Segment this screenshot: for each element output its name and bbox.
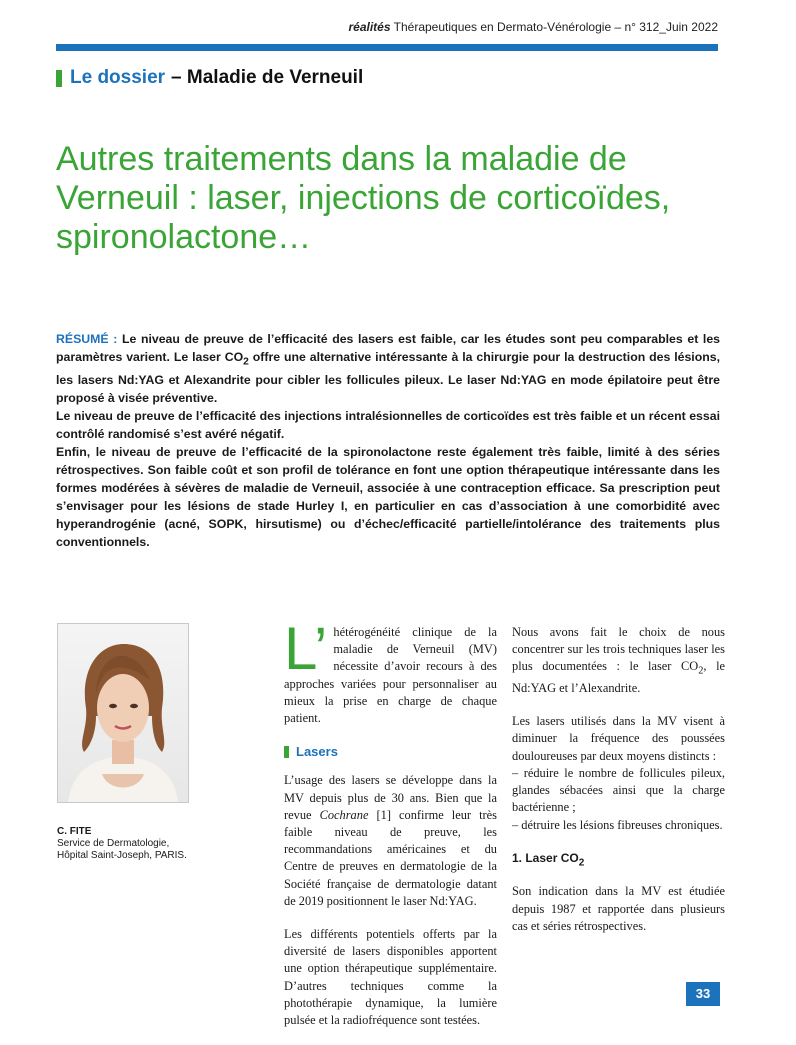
- abstract-paragraph: Enfin, le niveau de preuve de l’efficacité de la spironolactone reste également très faible, limité à des séries rétrospectives. Son faible coût et son profil de tolérance en font une option thérapeutique intéressante dans les formes modérées à sévères de maladie de Verneuil, associée à une contraception efficace. Sa prescription peut s’envisager pour les lésions de stade Hurley I, en particulier en cas d’association à une comorbidité avec hyperandrogénie (acné, SOPK, hirsutisme) ou d’échec/efficacité partielle/intolérance des traitements plus conventionnels.: [56, 445, 720, 550]
- abstract-label: RÉSUMÉ :: [56, 332, 118, 346]
- dossier-keyword: Le dossier: [70, 67, 166, 88]
- body-text: L’usage des lasers se développe dans la MV depuis plus de 30 ans. Bien que la revue: [284, 773, 497, 822]
- author-name: C. FITE: [57, 826, 92, 837]
- portrait-illustration: [58, 624, 188, 802]
- article-title: Autres traitements dans la maladie de Verneuil : laser, injections de corticoïdes, spironolactone…: [56, 140, 671, 256]
- drop-cap: L’: [284, 615, 328, 682]
- abstract-text: offre une alternative intéressante à la chirurgie pour la destruction des lésions, les lasers Nd:YAG et Alexandrite pour cibler les follicules pileux. Le laser Nd:YAG en mode épilatoire peut être proposé à visée préventive.: [56, 350, 720, 406]
- journal-name: réalités: [348, 20, 391, 34]
- text-column-2: [512, 624, 725, 951]
- dossier-heading: [56, 67, 363, 89]
- green-square-marker: [56, 70, 62, 87]
- subsection-heading: [512, 850, 725, 872]
- body-text: , le Nd:YAG et l’Alexandrite.: [512, 659, 726, 696]
- abstract: [56, 330, 720, 551]
- subsection-title: 1. Laser CO: [512, 850, 579, 865]
- body-paragraph: Les différents potentiels offerts par la diversité de lasers disponibles apportent une option thérapeutique supplémentaire. D’autres techniques comme la photothérapie dynamique, la lumière pulsée et la radiofréquence sont testées.: [284, 927, 497, 1028]
- section-title: Lasers: [296, 744, 338, 760]
- subscript: 2: [243, 356, 249, 368]
- author-affiliation: Hôpital Saint-Joseph, PARIS.: [57, 850, 187, 861]
- running-header: [56, 20, 718, 34]
- list-item: – réduire le nombre de follicules pileux, glandes sébacées ainsi que la charge bactérienne ;: [512, 765, 725, 815]
- subscript: 2: [698, 665, 704, 677]
- author-affiliation: Service de Dermatologie,: [57, 838, 170, 849]
- intro-paragraph: [284, 615, 497, 727]
- body-paragraph: [512, 624, 725, 697]
- body-text: [1] confirme leur très faible niveau de preuve, les recommandations américaines et du Centre de preuves en dermatologie de la Société française de dermatologie datant de 2019 positionnent le laser Nd:YAG.: [284, 807, 497, 908]
- issue-info: Thérapeutiques en Dermato-Vénérologie – n° 312_Juin 2022: [390, 20, 718, 34]
- italic-text: Cochrane: [319, 807, 369, 822]
- page-number: 33: [686, 982, 720, 1006]
- text-column-1: [284, 615, 497, 1045]
- body-paragraph: Son indication dans la MV est étudiée depuis 1987 et rapportée dans plusieurs cas et séries rétrospectives.: [512, 884, 725, 933]
- intro-text: hétérogénéité clinique de la maladie de Verneuil (MV) nécessite d’avoir recours à des approches variées pour personnaliser au mieux la prise en charge de chaque patient.: [284, 625, 497, 726]
- list-item: – détruire les lésions fibreuses chroniques.: [512, 817, 723, 832]
- abstract-paragraph: [56, 330, 720, 407]
- body-text: Nous avons fait le choix de nous concentrer sur les trois techniques laser les plus documentées : le laser CO: [512, 625, 725, 674]
- author-block: [57, 826, 197, 862]
- author-photo: [57, 623, 189, 803]
- dossier-topic: – Maladie de Verneuil: [171, 67, 364, 88]
- section-heading-lasers: [284, 743, 497, 760]
- green-square-marker: [284, 746, 289, 758]
- header-rule: [56, 44, 718, 51]
- body-paragraph: Les lasers utilisés dans la MV visent à diminuer la fréquence des poussées douloureuses par deux moyens distincts :: [512, 714, 725, 763]
- abstract-text: Le niveau de preuve de l’efficacité des lasers est faible, car les études sont peu comparables et les paramètres varient. Le laser CO: [56, 332, 721, 364]
- subscript: 2: [578, 857, 585, 869]
- abstract-paragraph: Le niveau de preuve de l’efficacité des injections intralésionnelles de corticoïdes est très faible et un récent essai contrôlé randomisé s’est avéré négatif.: [56, 409, 720, 442]
- body-paragraph: [284, 772, 497, 910]
